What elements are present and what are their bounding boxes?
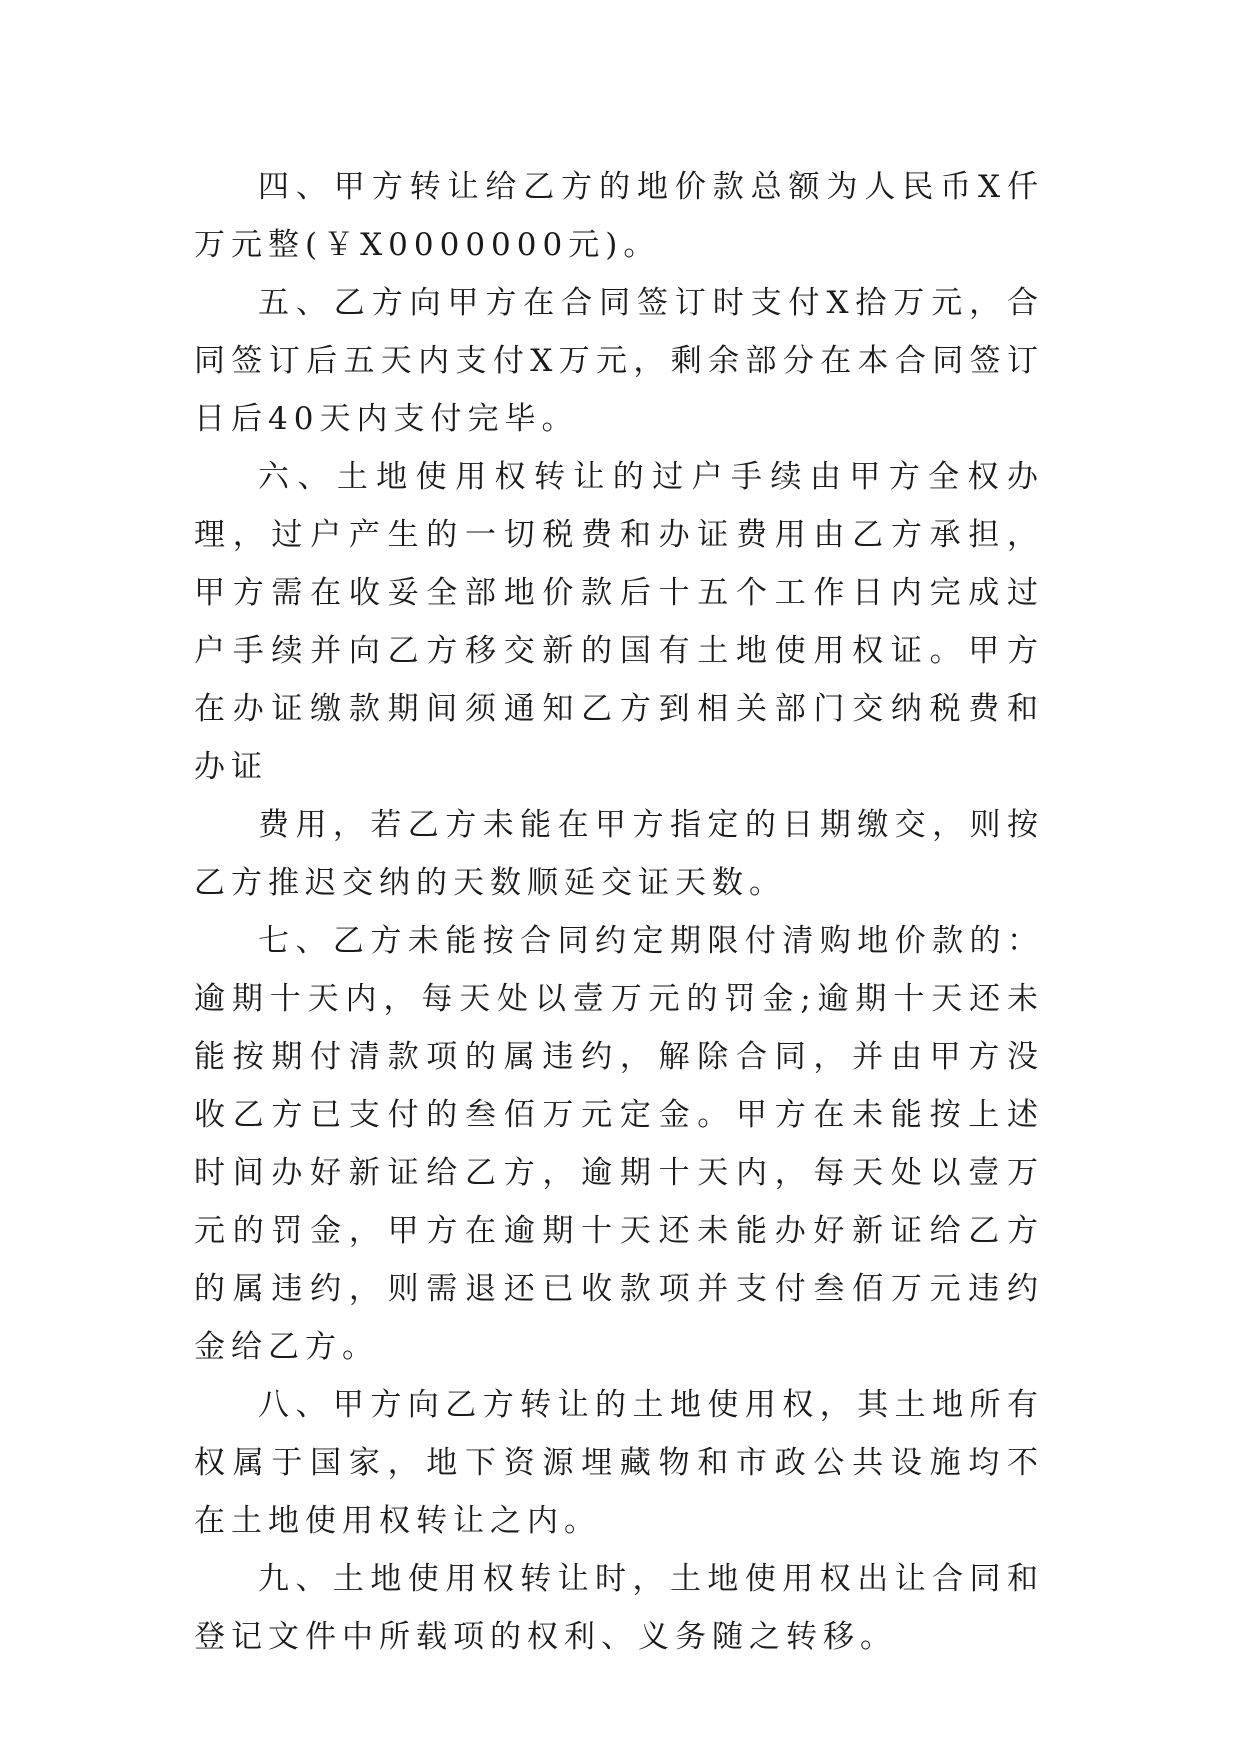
paragraph-clause-6: 六、土地使用权转让的过户手续由甲方全权办理，过户产生的一切税费和办证费用由乙方承担，甲方需在收妥全部地价款后十五个工作日内完成过户手续并向乙方移交新的国有土地使用权证。甲方在办证缴款期间须通知乙方到相关部门交纳税费和办证 <box>194 459 1044 785</box>
paragraph-clause-4: 四、甲方转让给乙方的地价款总额为人民币X仟万元整(￥X0000000元)。 <box>194 169 1044 263</box>
paragraph-clause-8: 八、甲方向乙方转让的土地使用权，其土地所有权属于国家，地下资源埋藏物和市政公共设施均不在土地使用权转让之内。 <box>194 1387 1044 1539</box>
paragraph-clause-7: 七、乙方未能按合同约定期限付清购地价款的：逾期十天内，每天处以壹万元的罚金;逾期十天还未能按期付清款项的属违约，解除合同，并由甲方没收乙方已支付的叁佰万元定金。甲方在未能按上述时间办好新证给乙方，逾期十天内，每天处以壹万元的罚金，甲方在逾期十天还未能办好新证给乙方的属违约，则需退还已收款项并支付叁佰万元违约金给乙方。 <box>194 923 1044 1365</box>
paragraph-clause-6-continued: 费用，若乙方未能在甲方指定的日期缴交，则按乙方推迟交纳的天数顺延交证天数。 <box>194 807 1044 901</box>
document-body <box>194 158 1044 1666</box>
paragraph-clause-9: 九、土地使用权转让时，土地使用权出让合同和登记文件中所载项的权利、义务随之转移。 <box>194 1561 1044 1655</box>
paragraph-clause-5: 五、乙方向甲方在合同签订时支付X拾万元，合同签订后五天内支付X万元，剩余部分在本合同签订日后40天内支付完毕。 <box>194 285 1044 437</box>
